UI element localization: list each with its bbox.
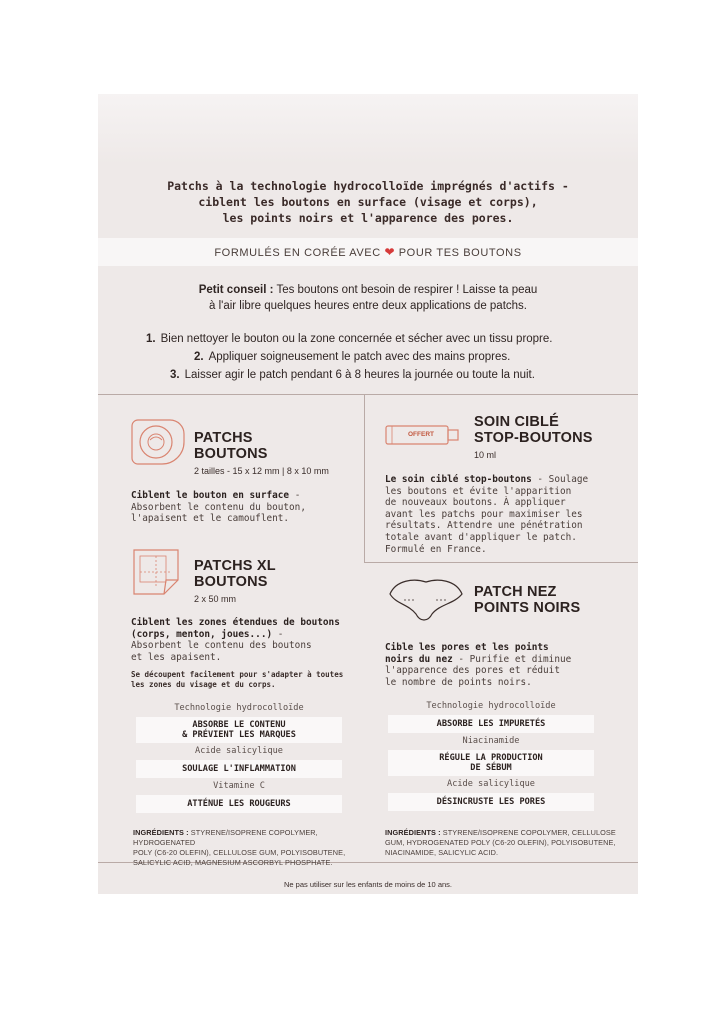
desc-text: Formulé en France. <box>385 543 487 555</box>
table-row: Vitamine C <box>213 781 265 791</box>
ingredients-text: STYRENE/ISOPRENE COPOLYMER, HYDROGENATED <box>133 828 318 847</box>
intro-line: ciblent les boutons en surface (visage et corps), <box>198 195 538 209</box>
ingredients-label: INGRÉDIENTS : <box>133 828 189 837</box>
step-text: Appliquer soigneusement le patch avec des mains propres. <box>208 351 511 363</box>
title-line: POINTS NOIRS <box>474 600 581 616</box>
table-row <box>136 717 342 743</box>
step-number: 2. <box>194 351 204 363</box>
note-line: les zones du visage et du corps. <box>131 680 276 689</box>
desc-bold: Cible les pores et les points <box>385 642 549 653</box>
nez-description <box>385 642 625 688</box>
patchs-sizes: 2 tailles - 15 x 12 mm | 8 x 10 mm <box>194 466 329 476</box>
divider <box>98 394 638 395</box>
tip-label: Petit conseil : <box>198 284 274 296</box>
title-line: PATCHS <box>194 430 253 446</box>
desc-bold: (corps, menton, joues...) <box>131 628 273 640</box>
desc-bold: Ciblent le bouton en surface <box>131 490 290 501</box>
desc-text: - <box>272 628 284 640</box>
desc-text: le nombre de points noirs. <box>385 676 532 688</box>
row-line: DE SÉBUM <box>470 763 512 773</box>
soin-description <box>385 474 625 555</box>
desc-bold: Le soin ciblé stop-boutons <box>385 474 532 485</box>
patchs-xl-title <box>194 558 276 590</box>
divider <box>364 394 365 562</box>
note-line: Se découpent facilement pour s'adapter à toutes <box>131 670 344 679</box>
table-row: SOULAGE L'INFLAMMATION <box>136 760 342 778</box>
table-row: ATTÉNUE LES ROUGEURS <box>136 795 342 813</box>
ingredients-text: POLY (C6-20 OLEFIN), CELLULOSE GUM, POLYISOBUTENE, <box>133 848 346 857</box>
ingredients-right <box>385 828 625 858</box>
desc-text: l'apparence des pores et réduit <box>385 665 560 677</box>
table-row <box>388 750 594 776</box>
tip-line: Tes boutons ont besoin de respirer ! Laisse ta peau <box>276 284 538 296</box>
table-row: Technologie hydrocolloïde <box>174 703 304 713</box>
row-line: ABSORBE LE CONTENU <box>192 720 286 730</box>
divider <box>364 562 638 563</box>
band-text-right: POUR TES BOUTONS <box>398 247 522 259</box>
nez-title <box>474 584 580 616</box>
formula-band <box>98 238 638 266</box>
desc-text: de nouveaux boutons. À appliquer <box>385 497 566 509</box>
row-line: & PRÉVIENT LES MARQUES <box>182 730 296 740</box>
title-line: BOUTONS <box>194 574 268 590</box>
table-row: Technologie hydrocolloïde <box>426 701 556 711</box>
intro-line: les points noirs et l'apparence des pores. <box>222 211 514 225</box>
benefits-table-left <box>136 700 342 813</box>
title-line: STOP-BOUTONS <box>474 430 593 446</box>
table-row: Niacinamide <box>462 736 520 746</box>
ingredients-text: SALICYLIC ACID, MAGNESIUM ASCORBYL PHOSPHATE. <box>133 858 333 867</box>
patchs-xl-note <box>131 670 361 690</box>
ingredients-label: INGRÉDIENTS : <box>385 828 441 837</box>
patchs-description <box>131 490 351 525</box>
desc-bold: Ciblent les zones étendues de boutons <box>131 617 340 628</box>
desc-text: Absorbent le contenu des boutons <box>131 640 312 652</box>
benefits-table-right <box>388 698 594 811</box>
step-item <box>194 348 510 366</box>
step-number: 1. <box>146 333 156 345</box>
title-line: PATCHS XL <box>194 558 276 574</box>
desc-text: et les apaisent. <box>131 651 222 663</box>
tip-section <box>98 282 638 314</box>
desc-bold: noirs du nez <box>385 653 453 665</box>
table-row: Acide salicylique <box>195 746 283 756</box>
tip-line: à l'air libre quelques heures entre deux applications de patchs. <box>208 300 527 312</box>
soin-volume: 10 ml <box>474 450 497 460</box>
row-line: RÉGULE LA PRODUCTION <box>439 753 543 763</box>
title-line: PATCH NEZ <box>474 584 557 600</box>
ingredients-text: NIACINAMIDE, SALICYLIC ACID. <box>385 848 499 857</box>
step-item <box>170 366 535 384</box>
band-text-left: FORMULÉS EN CORÉE AVEC <box>214 247 381 259</box>
patchs-xl-size: 2 x 50 mm <box>194 594 237 604</box>
desc-text: - <box>289 490 301 501</box>
patchs-xl-description <box>131 617 361 663</box>
patchs-title <box>194 430 268 462</box>
step-text: Bien nettoyer le bouton ou la zone concernée et sécher avec un tissu propre. <box>160 333 553 345</box>
step-number: 3. <box>170 369 180 381</box>
desc-text: résultats. Attendre une pénétration <box>385 520 583 532</box>
nose-patch-icon <box>384 574 466 626</box>
ingredients-left <box>133 828 363 868</box>
table-row: Acide salicylique <box>447 779 535 789</box>
ingredients-text: STYRENE/ISOPRENE COPOLYMER, CELLULOSE <box>440 828 616 837</box>
desc-text: les boutons et évite l'apparition <box>385 485 572 497</box>
step-text: Laisser agir le patch pendant 6 à 8 heures la journée ou toute la nuit. <box>184 369 535 381</box>
offert-label: OFFERT <box>408 431 434 438</box>
title-line: SOIN CIBLÉ <box>474 414 559 430</box>
desc-text: - Soulage <box>531 474 589 485</box>
intro-line: Patchs à la technologie hydrocolloïde imprégnés d'actifs - <box>167 179 569 193</box>
soin-title <box>474 414 593 446</box>
round-patch-icon <box>130 416 186 466</box>
intro-text <box>98 178 638 226</box>
step-item <box>146 330 552 348</box>
desc-text: Absorbent le contenu du bouton, <box>131 501 306 513</box>
desc-text: avant les patchs pour maximiser les <box>385 508 583 520</box>
table-row: ABSORBE LES IMPURETÉS <box>388 715 594 733</box>
desc-text: - Purifie et diminue <box>452 653 572 665</box>
table-row: DÉSINCRUSTE LES PORES <box>388 793 594 811</box>
square-patch-icon <box>130 546 182 598</box>
ingredients-text: GUM, HYDROGENATED POLY (C6-20 OLEFIN), POLYISOBUTENE, <box>385 838 616 847</box>
desc-text: totale avant d'appliquer le patch. <box>385 531 577 543</box>
package-top-flap <box>98 94 638 164</box>
desc-text: l'apaisent et le camouflent. <box>131 513 290 525</box>
title-line: BOUTONS <box>194 446 268 462</box>
warning-footer: Ne pas utiliser sur les enfants de moins de 10 ans. <box>283 880 452 889</box>
heart-icon: ❤ <box>384 245 396 259</box>
